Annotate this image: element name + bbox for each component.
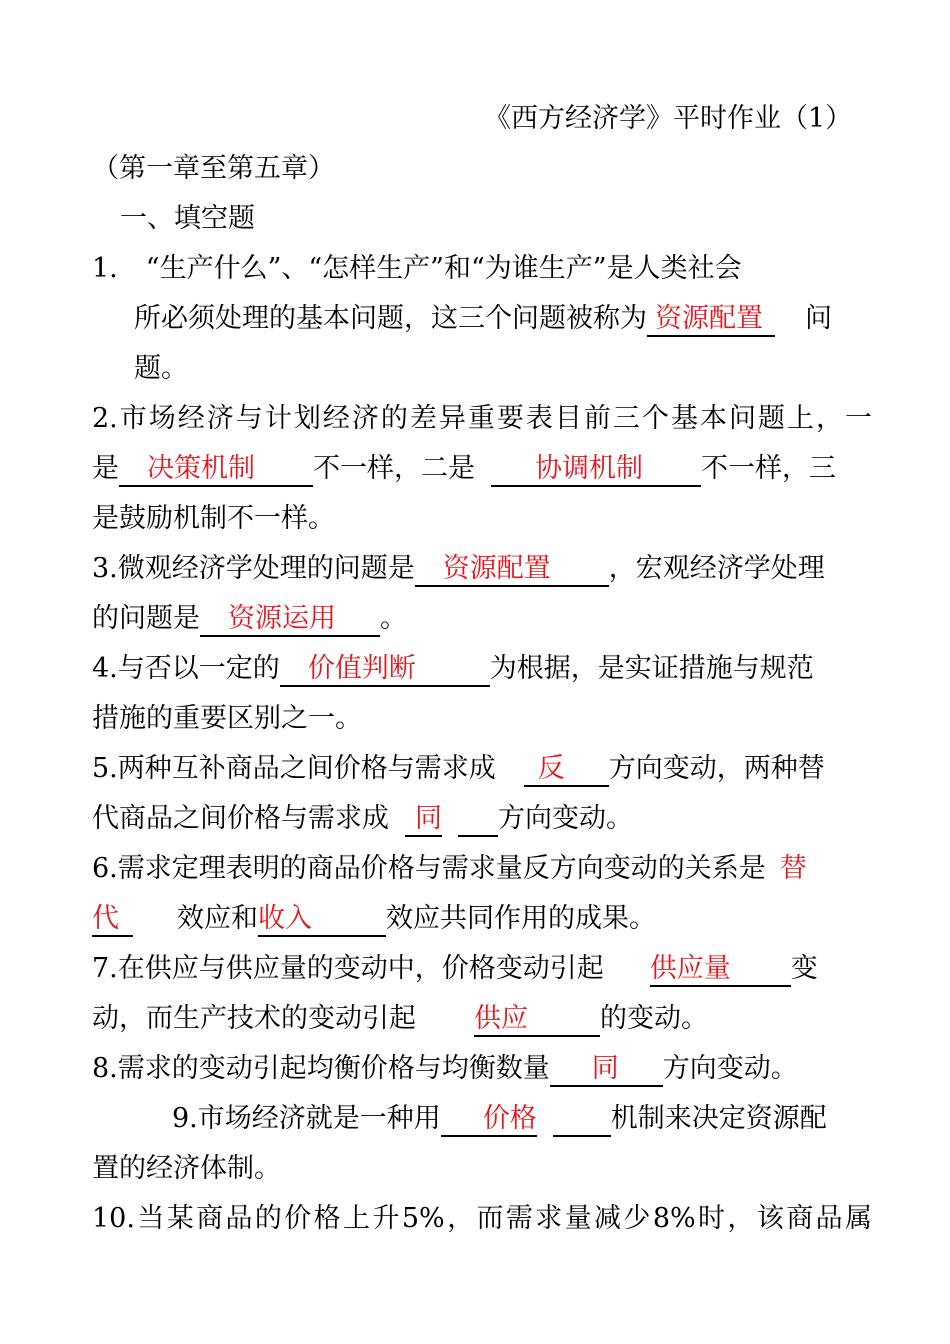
question-1-line-3: 题。 [134, 353, 188, 384]
question-9-line-1: 9.市场经济就是一种用 价格 机制来决定资源配 [172, 1102, 872, 1136]
answer-1: 资源配置 [655, 303, 763, 334]
question-4-line-2: 措施的重要区别之一。 [92, 703, 362, 734]
answer-6a-part-2: 代 [92, 903, 119, 934]
question-7-line-1: 7.在供应与供应量的变动中，价格变动引起 供应量 变 [92, 952, 872, 986]
answer-3a: 资源配置 [442, 553, 551, 584]
section-heading: 一、填空题 [120, 203, 255, 234]
answer-5a: 反 [537, 753, 565, 784]
question-8-line-1: 8.需求的变动引起均衡价格与均衡数量 同 方向变动。 [92, 1052, 872, 1086]
question-10-line-1: 10.当某商品的价格上升5%，而需求量减少8%时，该商品属 [92, 1203, 872, 1234]
question-2-line-3: 是鼓励机制不一样。 [92, 503, 335, 534]
chapter-scope: （第一章至第五章） [92, 153, 335, 184]
answer-7a: 供应量 [649, 953, 731, 984]
question-4-line-1: 4.与否以一定的 价值判断 为根据，是实证措施与规范 [92, 652, 872, 686]
question-6-line-2: 代 效应和收入 效应共同作用的成果。 [92, 902, 872, 936]
answer-3b: 资源运用 [228, 603, 336, 634]
question-3-line-1: 3.微观经济学处理的问题是 资源配置 ，宏观经济学处理 [92, 552, 872, 586]
question-5-line-1: 5.两种互补商品之间价格与需求成 反 方向变动，两种替 [92, 752, 872, 786]
question-2-line-2: 是 决策机制 不一样，二是 协调机制 不一样，三 [92, 452, 872, 486]
question-2-line-1: 2.市场经济与计划经济的差异重要表目前三个基本问题上，一 [92, 403, 872, 434]
question-7-line-2: 动，而生产技术的变动引起 供应 的变动。 [92, 1002, 872, 1036]
answer-6b: 收入 [258, 903, 312, 934]
answer-7b: 供应 [474, 1003, 528, 1034]
question-5-line-2: 代商品之间价格与需求成 同 方向变动。 [92, 802, 872, 836]
question-1-line-2: 所必须处理的基本问题，这三个问题被称为 资源配置 问 [134, 302, 872, 336]
answer-2a: 决策机制 [147, 453, 255, 484]
question-3-line-2: 的问题是 资源运用 。 [92, 602, 872, 636]
question-9-line-2: 置的经济体制。 [92, 1153, 281, 1184]
doc-title: 《西方经济学》平时作业（1） [484, 103, 853, 134]
answer-5b: 同 [415, 803, 442, 834]
answer-4: 价值判断 [307, 653, 416, 684]
answer-8: 同 [591, 1053, 619, 1084]
answer-2b: 协调机制 [535, 453, 643, 484]
question-6-line-1: 6.需求定理表明的商品价格与需求量反方向变动的关系是 替 [92, 853, 807, 884]
question-1-line-1: 1. “生产什么”、“怎样生产”和“为谁生产”是人类社会 [92, 253, 742, 284]
answer-9: 价格 [482, 1103, 537, 1134]
answer-6a-part-1: 替 [779, 853, 807, 884]
